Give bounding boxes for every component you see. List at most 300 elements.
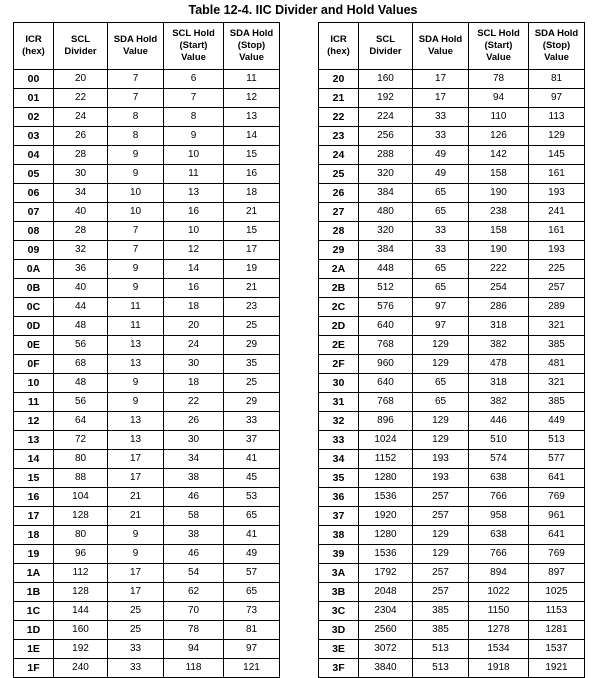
- scl-hold-start-value-cell: 190: [469, 184, 529, 203]
- column-header-line: Divider: [369, 46, 402, 57]
- sda-hold-stop-value-cell: 97: [224, 640, 280, 659]
- sda-hold-stop-value-cell: 449: [529, 412, 585, 431]
- icr-hex-cell: 0E: [14, 336, 54, 355]
- sda-hold-stop-value-cell: 769: [529, 488, 585, 507]
- scl-divider-cell: 160: [54, 621, 108, 640]
- scl-hold-start-value-cell: 14: [164, 260, 224, 279]
- scl-hold-start-value-cell: 10: [164, 146, 224, 165]
- scl-hold-start-value-cell: 62: [164, 583, 224, 602]
- column-header-scl-hold-start-value: [164, 23, 224, 70]
- scl-divider-cell: 128: [54, 507, 108, 526]
- scl-divider-cell: 96: [54, 545, 108, 564]
- sda-hold-stop-value-cell: 15: [224, 222, 280, 241]
- column-header-line: SDA Hold: [113, 34, 158, 45]
- sda-hold-stop-value-cell: 53: [224, 488, 280, 507]
- column-header-line: Value: [181, 52, 206, 63]
- sda-hold-stop-value-cell: 1921: [529, 659, 585, 678]
- icr-hex-cell: 22: [319, 108, 359, 127]
- scl-hold-start-value-cell: 478: [469, 355, 529, 374]
- scl-divider-cell: 128: [54, 583, 108, 602]
- sda-hold-stop-value-cell: 49: [224, 545, 280, 564]
- scl-divider-cell: 48: [54, 317, 108, 336]
- sda-hold-value-cell: 33: [413, 127, 469, 146]
- sda-hold-value-cell: 17: [413, 70, 469, 89]
- table-row: [14, 526, 280, 545]
- icr-hex-cell: 33: [319, 431, 359, 450]
- icr-hex-cell: 0A: [14, 260, 54, 279]
- sda-hold-value-cell: 25: [108, 621, 164, 640]
- sda-hold-stop-value-cell: 19: [224, 260, 280, 279]
- scl-divider-cell: 20: [54, 70, 108, 89]
- scl-divider-cell: 768: [359, 393, 413, 412]
- column-header-line: Value: [428, 46, 453, 57]
- scl-divider-cell: 1024: [359, 431, 413, 450]
- column-header-scl-divider: [54, 23, 108, 70]
- scl-hold-start-value-cell: 30: [164, 355, 224, 374]
- scl-hold-start-value-cell: 238: [469, 203, 529, 222]
- scl-hold-start-value-cell: 318: [469, 374, 529, 393]
- sda-hold-value-cell: 193: [413, 469, 469, 488]
- icr-hex-cell: 38: [319, 526, 359, 545]
- column-header-line: Value: [544, 52, 569, 63]
- scl-divider-cell: 24: [54, 108, 108, 127]
- column-header-line: Divider: [64, 46, 97, 57]
- column-header-line: (Start): [179, 40, 208, 51]
- sda-hold-stop-value-cell: 161: [529, 222, 585, 241]
- scl-divider-cell: 72: [54, 431, 108, 450]
- table-row: [319, 640, 585, 659]
- table-row: [319, 583, 585, 602]
- sda-hold-value-cell: 13: [108, 336, 164, 355]
- table-row: [14, 602, 280, 621]
- scl-hold-start-value-cell: 11: [164, 165, 224, 184]
- sda-hold-value-cell: 7: [108, 89, 164, 108]
- table-row: [14, 412, 280, 431]
- scl-divider-cell: 640: [359, 317, 413, 336]
- scl-divider-cell: 192: [359, 89, 413, 108]
- sda-hold-stop-value-cell: 11: [224, 70, 280, 89]
- scl-hold-start-value-cell: 638: [469, 469, 529, 488]
- scl-hold-start-value-cell: 18: [164, 374, 224, 393]
- column-header-line: SDA Hold: [418, 34, 463, 45]
- scl-hold-start-value-cell: 16: [164, 203, 224, 222]
- sda-hold-value-cell: 9: [108, 374, 164, 393]
- divider-table-right: [318, 22, 585, 678]
- table-row: [319, 526, 585, 545]
- sda-hold-value-cell: 13: [108, 355, 164, 374]
- scl-divider-cell: 1536: [359, 488, 413, 507]
- scl-hold-start-value-cell: 38: [164, 526, 224, 545]
- scl-hold-start-value-cell: 1278: [469, 621, 529, 640]
- sda-hold-stop-value-cell: 961: [529, 507, 585, 526]
- sda-hold-value-cell: 129: [413, 355, 469, 374]
- sda-hold-stop-value-cell: 321: [529, 374, 585, 393]
- scl-divider-cell: 448: [359, 260, 413, 279]
- sda-hold-value-cell: 9: [108, 393, 164, 412]
- sda-hold-stop-value-cell: 257: [529, 279, 585, 298]
- scl-hold-start-value-cell: 22: [164, 393, 224, 412]
- scl-divider-cell: 1280: [359, 469, 413, 488]
- table-row: [319, 602, 585, 621]
- table-row: [319, 659, 585, 678]
- sda-hold-stop-value-cell: 241: [529, 203, 585, 222]
- sda-hold-stop-value-cell: 385: [529, 393, 585, 412]
- sda-hold-stop-value-cell: 193: [529, 241, 585, 260]
- sda-hold-value-cell: 21: [108, 507, 164, 526]
- scl-hold-start-value-cell: 158: [469, 165, 529, 184]
- table-title: Table 12-4. IIC Divider and Hold Values: [188, 3, 418, 17]
- column-header-line: ICR: [25, 34, 42, 45]
- sda-hold-value-cell: 10: [108, 184, 164, 203]
- table-row: [319, 127, 585, 146]
- table-row: [14, 640, 280, 659]
- icr-hex-cell: 1E: [14, 640, 54, 659]
- scl-hold-start-value-cell: 16: [164, 279, 224, 298]
- sda-hold-value-cell: 9: [108, 279, 164, 298]
- sda-hold-stop-value-cell: 641: [529, 469, 585, 488]
- sda-hold-stop-value-cell: 129: [529, 127, 585, 146]
- icr-hex-cell: 09: [14, 241, 54, 260]
- scl-divider-cell: 384: [359, 184, 413, 203]
- sda-hold-value-cell: 65: [413, 203, 469, 222]
- table-row: [14, 241, 280, 260]
- icr-hex-cell: 2A: [319, 260, 359, 279]
- scl-hold-start-value-cell: 254: [469, 279, 529, 298]
- table-row: [319, 241, 585, 260]
- icr-hex-cell: 0F: [14, 355, 54, 374]
- table-row: [319, 412, 585, 431]
- sda-hold-value-cell: 129: [413, 412, 469, 431]
- scl-hold-start-value-cell: 286: [469, 298, 529, 317]
- sda-hold-stop-value-cell: 161: [529, 165, 585, 184]
- scl-hold-start-value-cell: 9: [164, 127, 224, 146]
- icr-hex-cell: 05: [14, 165, 54, 184]
- sda-hold-stop-value-cell: 1537: [529, 640, 585, 659]
- table-row: [319, 393, 585, 412]
- column-header-scl-divider: [359, 23, 413, 70]
- sda-hold-value-cell: 129: [413, 431, 469, 450]
- sda-hold-value-cell: 7: [108, 222, 164, 241]
- sda-hold-stop-value-cell: 1025: [529, 583, 585, 602]
- scl-divider-cell: 288: [359, 146, 413, 165]
- icr-hex-cell: 2B: [319, 279, 359, 298]
- table-row: [14, 621, 280, 640]
- column-header-icr-hex: [14, 23, 54, 70]
- sda-hold-value-cell: 9: [108, 545, 164, 564]
- table-row: [14, 127, 280, 146]
- scl-hold-start-value-cell: 158: [469, 222, 529, 241]
- scl-hold-start-value-cell: 78: [164, 621, 224, 640]
- sda-hold-value-cell: 385: [413, 602, 469, 621]
- sda-hold-stop-value-cell: 21: [224, 279, 280, 298]
- scl-divider-cell: 160: [359, 70, 413, 89]
- icr-hex-cell: 10: [14, 374, 54, 393]
- icr-hex-cell: 02: [14, 108, 54, 127]
- sda-hold-value-cell: 257: [413, 564, 469, 583]
- sda-hold-stop-value-cell: 145: [529, 146, 585, 165]
- icr-hex-cell: 37: [319, 507, 359, 526]
- scl-divider-cell: 112: [54, 564, 108, 583]
- table-row: [14, 108, 280, 127]
- icr-hex-cell: 36: [319, 488, 359, 507]
- icr-hex-cell: 20: [319, 70, 359, 89]
- table-row: [14, 431, 280, 450]
- sda-hold-value-cell: 11: [108, 317, 164, 336]
- scl-divider-cell: 896: [359, 412, 413, 431]
- scl-hold-start-value-cell: 78: [469, 70, 529, 89]
- table-row: [319, 298, 585, 317]
- column-header-sda-hold-stop-value: [529, 23, 585, 70]
- table-row: [319, 184, 585, 203]
- icr-hex-cell: 2D: [319, 317, 359, 336]
- scl-hold-start-value-cell: 7: [164, 89, 224, 108]
- scl-divider-cell: 1536: [359, 545, 413, 564]
- scl-divider-cell: 2304: [359, 602, 413, 621]
- scl-hold-start-value-cell: 46: [164, 545, 224, 564]
- sda-hold-stop-value-cell: 57: [224, 564, 280, 583]
- table-row: [14, 488, 280, 507]
- sda-hold-stop-value-cell: 1281: [529, 621, 585, 640]
- sda-hold-stop-value-cell: 21: [224, 203, 280, 222]
- column-header-line: SCL: [71, 34, 90, 45]
- scl-hold-start-value-cell: 318: [469, 317, 529, 336]
- column-header-line: (Stop): [542, 40, 571, 51]
- sda-hold-value-cell: 8: [108, 127, 164, 146]
- sda-hold-stop-value-cell: 23: [224, 298, 280, 317]
- column-header-line: SDA Hold: [534, 28, 579, 39]
- sda-hold-value-cell: 97: [413, 317, 469, 336]
- sda-hold-stop-value-cell: 577: [529, 450, 585, 469]
- icr-hex-cell: 3A: [319, 564, 359, 583]
- scl-hold-start-value-cell: 190: [469, 241, 529, 260]
- scl-divider-cell: 26: [54, 127, 108, 146]
- sda-hold-value-cell: 21: [108, 488, 164, 507]
- scl-divider-cell: 3072: [359, 640, 413, 659]
- sda-hold-value-cell: 9: [108, 526, 164, 545]
- scl-divider-cell: 80: [54, 450, 108, 469]
- sda-hold-stop-value-cell: 35: [224, 355, 280, 374]
- table-row: [14, 260, 280, 279]
- sda-hold-value-cell: 33: [108, 640, 164, 659]
- sda-hold-value-cell: 65: [413, 393, 469, 412]
- sda-hold-stop-value-cell: 33: [224, 412, 280, 431]
- sda-hold-stop-value-cell: 321: [529, 317, 585, 336]
- scl-divider-cell: 512: [359, 279, 413, 298]
- sda-hold-value-cell: 13: [108, 431, 164, 450]
- table-row: [14, 469, 280, 488]
- sda-hold-stop-value-cell: 81: [224, 621, 280, 640]
- sda-hold-value-cell: 9: [108, 165, 164, 184]
- icr-hex-cell: 1A: [14, 564, 54, 583]
- table-row: [319, 279, 585, 298]
- scl-hold-start-value-cell: 18: [164, 298, 224, 317]
- scl-divider-cell: 40: [54, 279, 108, 298]
- sda-hold-value-cell: 385: [413, 621, 469, 640]
- icr-hex-cell: 08: [14, 222, 54, 241]
- scl-divider-cell: 22: [54, 89, 108, 108]
- sda-hold-value-cell: 65: [413, 184, 469, 203]
- sda-hold-value-cell: 17: [413, 89, 469, 108]
- icr-hex-cell: 1F: [14, 659, 54, 678]
- scl-hold-start-value-cell: 12: [164, 241, 224, 260]
- table-row: [14, 146, 280, 165]
- scl-hold-start-value-cell: 574: [469, 450, 529, 469]
- sda-hold-value-cell: 49: [413, 146, 469, 165]
- icr-hex-cell: 19: [14, 545, 54, 564]
- sda-hold-stop-value-cell: 14: [224, 127, 280, 146]
- table-row: [319, 374, 585, 393]
- scl-hold-start-value-cell: 8: [164, 108, 224, 127]
- scl-divider-cell: 64: [54, 412, 108, 431]
- column-header-sda-hold-stop-value: [224, 23, 280, 70]
- table-row: [14, 336, 280, 355]
- scl-divider-cell: 56: [54, 336, 108, 355]
- table-row: [319, 564, 585, 583]
- sda-hold-stop-value-cell: 37: [224, 431, 280, 450]
- scl-divider-cell: 768: [359, 336, 413, 355]
- table-row: [14, 70, 280, 89]
- sda-hold-value-cell: 9: [108, 146, 164, 165]
- scl-hold-start-value-cell: 24: [164, 336, 224, 355]
- table-row: [319, 621, 585, 640]
- icr-hex-cell: 25: [319, 165, 359, 184]
- sda-hold-stop-value-cell: 1153: [529, 602, 585, 621]
- icr-hex-cell: 1B: [14, 583, 54, 602]
- sda-hold-stop-value-cell: 15: [224, 146, 280, 165]
- sda-hold-value-cell: 33: [413, 241, 469, 260]
- icr-hex-cell: 0B: [14, 279, 54, 298]
- icr-hex-cell: 00: [14, 70, 54, 89]
- table-row: [14, 507, 280, 526]
- scl-hold-start-value-cell: 1918: [469, 659, 529, 678]
- icr-hex-cell: 04: [14, 146, 54, 165]
- icr-hex-cell: 3C: [319, 602, 359, 621]
- sda-hold-stop-value-cell: 641: [529, 526, 585, 545]
- sda-hold-stop-value-cell: 29: [224, 336, 280, 355]
- sda-hold-stop-value-cell: 73: [224, 602, 280, 621]
- scl-hold-start-value-cell: 1022: [469, 583, 529, 602]
- sda-hold-value-cell: 257: [413, 488, 469, 507]
- sda-hold-value-cell: 257: [413, 583, 469, 602]
- icr-hex-cell: 32: [319, 412, 359, 431]
- icr-hex-cell: 2C: [319, 298, 359, 317]
- sda-hold-stop-value-cell: 41: [224, 526, 280, 545]
- icr-hex-cell: 18: [14, 526, 54, 545]
- icr-hex-cell: 3F: [319, 659, 359, 678]
- icr-hex-cell: 15: [14, 469, 54, 488]
- table-row: [14, 89, 280, 108]
- scl-hold-start-value-cell: 142: [469, 146, 529, 165]
- scl-divider-cell: 1152: [359, 450, 413, 469]
- sda-hold-value-cell: 97: [413, 298, 469, 317]
- sda-hold-value-cell: 7: [108, 241, 164, 260]
- table-row: [319, 260, 585, 279]
- table-row: [14, 184, 280, 203]
- scl-hold-start-value-cell: 6: [164, 70, 224, 89]
- icr-hex-cell: 39: [319, 545, 359, 564]
- scl-hold-start-value-cell: 10: [164, 222, 224, 241]
- sda-hold-stop-value-cell: 897: [529, 564, 585, 583]
- sda-hold-value-cell: 17: [108, 564, 164, 583]
- scl-hold-start-value-cell: 26: [164, 412, 224, 431]
- sda-hold-stop-value-cell: 13: [224, 108, 280, 127]
- scl-hold-start-value-cell: 126: [469, 127, 529, 146]
- divider-table-left: [13, 22, 280, 678]
- column-header-sda-hold-value: [413, 23, 469, 70]
- scl-divider-cell: 68: [54, 355, 108, 374]
- table-row: [14, 203, 280, 222]
- column-header-line: (Start): [484, 40, 513, 51]
- sda-hold-stop-value-cell: 97: [529, 89, 585, 108]
- icr-hex-cell: 34: [319, 450, 359, 469]
- icr-hex-cell: 13: [14, 431, 54, 450]
- scl-divider-cell: 2048: [359, 583, 413, 602]
- table-row: [14, 165, 280, 184]
- sda-hold-value-cell: 7: [108, 70, 164, 89]
- scl-hold-start-value-cell: 766: [469, 545, 529, 564]
- sda-hold-value-cell: 13: [108, 412, 164, 431]
- sda-hold-stop-value-cell: 41: [224, 450, 280, 469]
- table-row: [14, 298, 280, 317]
- icr-hex-cell: 28: [319, 222, 359, 241]
- scl-hold-start-value-cell: 58: [164, 507, 224, 526]
- sda-hold-stop-value-cell: 25: [224, 317, 280, 336]
- scl-hold-start-value-cell: 766: [469, 488, 529, 507]
- column-header-line: (Stop): [237, 40, 266, 51]
- icr-hex-cell: 12: [14, 412, 54, 431]
- scl-divider-cell: 3840: [359, 659, 413, 678]
- table-row: [14, 279, 280, 298]
- scl-divider-cell: 44: [54, 298, 108, 317]
- column-header-line: Value: [123, 46, 148, 57]
- table-row: [319, 431, 585, 450]
- column-header-line: Value: [486, 52, 511, 63]
- table-row: [319, 507, 585, 526]
- table-row: [319, 165, 585, 184]
- scl-divider-cell: 480: [359, 203, 413, 222]
- icr-hex-cell: 21: [319, 89, 359, 108]
- sda-hold-value-cell: 65: [413, 279, 469, 298]
- scl-divider-cell: 224: [359, 108, 413, 127]
- icr-hex-cell: 30: [319, 374, 359, 393]
- column-header-line: ICR: [330, 34, 347, 45]
- sda-hold-stop-value-cell: 16: [224, 165, 280, 184]
- scl-divider-cell: 2560: [359, 621, 413, 640]
- icr-hex-cell: 26: [319, 184, 359, 203]
- column-header-sda-hold-value: [108, 23, 164, 70]
- sda-hold-value-cell: 129: [413, 336, 469, 355]
- sda-hold-value-cell: 65: [413, 374, 469, 393]
- column-header-line: SCL: [376, 34, 395, 45]
- scl-hold-start-value-cell: 958: [469, 507, 529, 526]
- scl-divider-cell: 640: [359, 374, 413, 393]
- scl-divider-cell: 240: [54, 659, 108, 678]
- table-row: [319, 469, 585, 488]
- icr-hex-cell: 0D: [14, 317, 54, 336]
- scl-divider-cell: 88: [54, 469, 108, 488]
- sda-hold-stop-value-cell: 17: [224, 241, 280, 260]
- scl-hold-start-value-cell: 1150: [469, 602, 529, 621]
- table-row: [14, 355, 280, 374]
- column-header-icr-hex: [319, 23, 359, 70]
- sda-hold-value-cell: 65: [413, 260, 469, 279]
- scl-hold-start-value-cell: 13: [164, 184, 224, 203]
- icr-hex-cell: 2E: [319, 336, 359, 355]
- icr-hex-cell: 0C: [14, 298, 54, 317]
- table-row: [319, 89, 585, 108]
- icr-hex-cell: 11: [14, 393, 54, 412]
- icr-hex-cell: 35: [319, 469, 359, 488]
